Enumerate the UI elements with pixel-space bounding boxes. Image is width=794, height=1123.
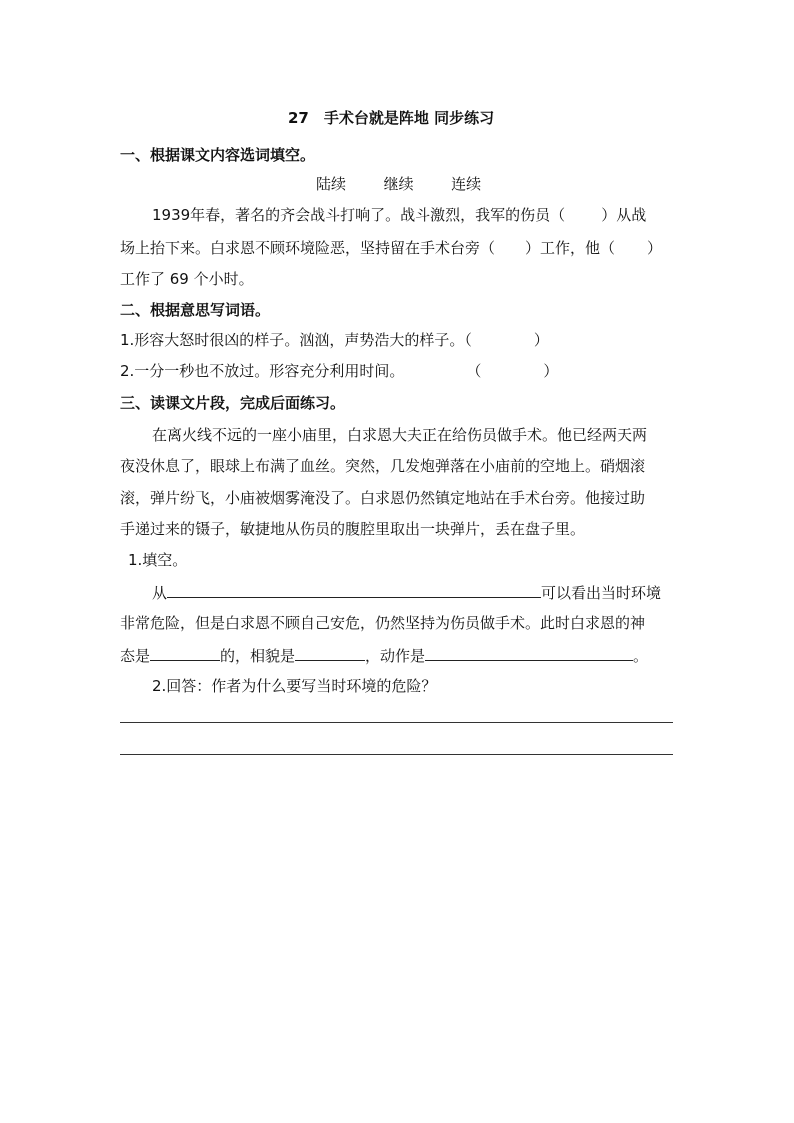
section2-item2 [120, 361, 558, 381]
question1-line: 非常危险，但是白求恩不顾自己安危，仍然坚持为伤员做手术。此时白求恩的神 [120, 614, 646, 632]
text: 。 [633, 647, 649, 665]
passage-line: 在离火线不远的一座小庙里，白求恩大夫正在给伤员做手术。他已经两天两 [152, 426, 648, 444]
text: ） [533, 331, 549, 349]
choice-word: 连续 [451, 175, 482, 193]
section1-paragraph-line [152, 205, 646, 225]
answer-line[interactable] [120, 722, 673, 723]
text: 1939年春，著名的齐会战斗打响了。战斗激烈，我军的伤员（ [152, 206, 566, 224]
section1-paragraph-line [120, 238, 662, 258]
passage-line: 夜没休息了，眼球上布满了血丝。突然，几发炮弹落在小庙前的空地上。硝烟滚 [120, 457, 646, 475]
section1-heading: 一、根据课文内容选词填空。 [120, 146, 316, 164]
text: ） [647, 239, 663, 257]
text: 从 [152, 584, 168, 602]
text: ，动作是 [365, 647, 426, 665]
passage-line: 滚，弹片纷飞，小庙被烟雾淹没了。白求恩仍然镇定地站在手术台旁。他接过助 [120, 489, 646, 507]
page-title: 27 手术台就是阵地 同步练习 [288, 109, 495, 127]
text: ） [543, 362, 559, 380]
text: 的，相貌是 [220, 647, 296, 665]
text: （ [466, 362, 482, 380]
text: 可以看出当时环境 [541, 584, 662, 602]
section2-heading: 二、根据意思写词语。 [120, 301, 271, 319]
answer-line[interactable] [120, 754, 673, 755]
text: 1.形容大怒时很凶的样子。汹汹，声势浩大的样子。（ [120, 331, 472, 349]
section2-item1 [120, 330, 549, 350]
fill-blank[interactable] [295, 644, 365, 661]
choice-word: 继续 [383, 175, 414, 193]
text: 态是 [120, 647, 151, 665]
section3-heading: 三、读课文片段，完成后面练习。 [120, 394, 346, 412]
fill-blank[interactable] [167, 581, 541, 598]
question1-line [120, 644, 648, 666]
question1-line [152, 581, 661, 603]
question2-label: 2.回答：作者为什么要写当时环境的危险？ [152, 677, 437, 695]
word-choices [316, 174, 481, 194]
text: 2.一分一秒也不放过。形容充分利用时间。 [120, 362, 405, 380]
text: ）工作，他（ [525, 239, 616, 257]
section1-paragraph-line: 工作了 69 个小时。 [120, 270, 254, 288]
text: ）从战 [601, 206, 647, 224]
fill-blank[interactable] [425, 644, 633, 661]
fill-blank[interactable] [150, 644, 220, 661]
passage-line: 手递过来的镊子，敏捷地从伤员的腹腔里取出一块弹片，丢在盘子里。 [120, 520, 586, 538]
choice-word: 陆续 [316, 175, 347, 193]
question1-label: 1.填空。 [128, 551, 188, 569]
text: 场上抬下来。白求恩不顾环境险恶，坚持留在手术台旁（ [120, 239, 496, 257]
